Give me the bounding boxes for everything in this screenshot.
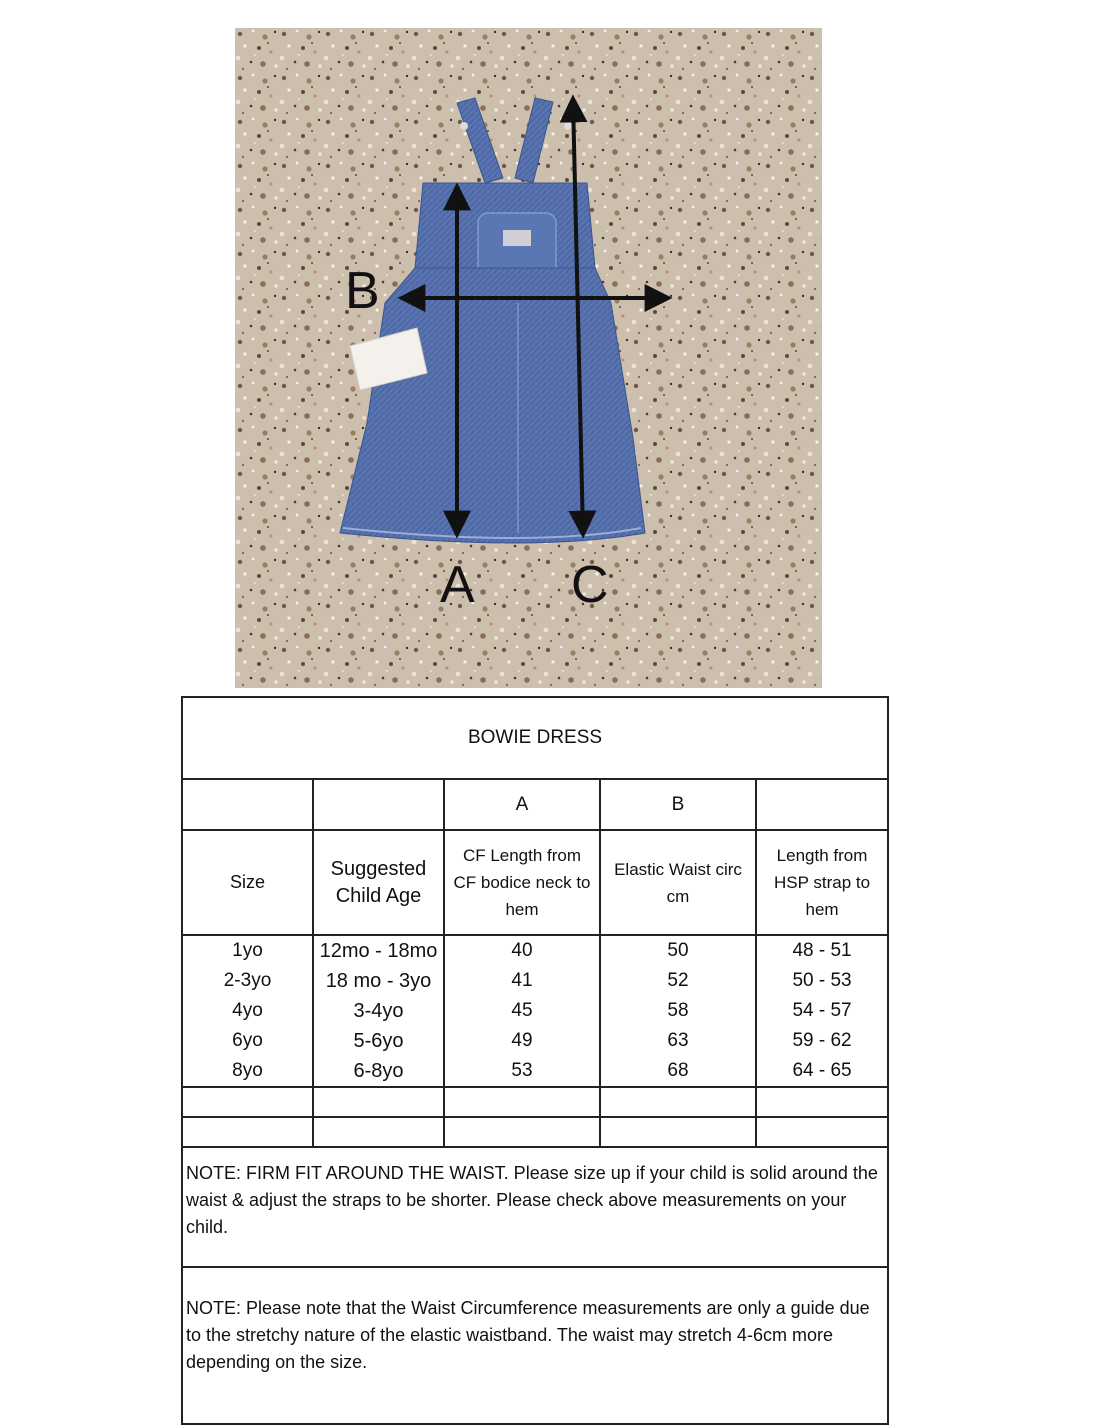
letter-cell — [182, 779, 313, 830]
cell-size: 2-3yo — [182, 966, 313, 996]
letter-cell-b: B — [600, 779, 756, 830]
header-row — [182, 830, 888, 935]
header-hsp-length: Length from HSP strap to hem — [756, 830, 888, 935]
letter-cell — [313, 779, 444, 830]
table-row — [182, 996, 888, 1026]
cell-hsp: 54 - 57 — [756, 996, 888, 1026]
dress-skirt — [340, 268, 645, 543]
table-row — [182, 1056, 888, 1087]
cell-size: 1yo — [182, 935, 313, 966]
cell-age: 12mo - 18mo — [313, 935, 444, 966]
header-elastic-waist: Elastic Waist circ cm — [600, 830, 756, 935]
cell-b: 52 — [600, 966, 756, 996]
cell-a: 49 — [444, 1026, 600, 1056]
strap-button-left — [460, 122, 468, 130]
cell-b: 58 — [600, 996, 756, 1026]
cell-size: 6yo — [182, 1026, 313, 1056]
cell-b: 68 — [600, 1056, 756, 1087]
cell-hsp: 59 - 62 — [756, 1026, 888, 1056]
pocket-label — [503, 230, 531, 246]
table-title: BOWIE DRESS — [182, 697, 888, 779]
header-cf-length: CF Length from CF bodice neck to hem — [444, 830, 600, 935]
cell-a: 53 — [444, 1056, 600, 1087]
cell-a: 40 — [444, 935, 600, 966]
cell-hsp: 50 - 53 — [756, 966, 888, 996]
table-row — [182, 1026, 888, 1056]
letter-cell-a: A — [444, 779, 600, 830]
cell-b: 50 — [600, 935, 756, 966]
strap-button-right — [564, 122, 572, 130]
fit-note: NOTE: FIRM FIT AROUND THE WAIST. Please size up if your child is solid around the waist & adjust the straps to be shorter. Please check above measurements on your child. — [182, 1147, 888, 1267]
label-b: B — [345, 262, 380, 320]
label-a: A — [440, 556, 475, 614]
blank-row — [182, 1117, 888, 1147]
letter-cell — [756, 779, 888, 830]
cell-size: 8yo — [182, 1056, 313, 1087]
cell-a: 45 — [444, 996, 600, 1026]
size-chart — [181, 696, 887, 1394]
cell-age: 6-8yo — [313, 1056, 444, 1087]
cell-b: 63 — [600, 1026, 756, 1056]
cell-age: 5-6yo — [313, 1026, 444, 1056]
dress-measurement-photo — [235, 28, 822, 688]
cell-age: 18 mo - 3yo — [313, 966, 444, 996]
label-c: C — [571, 556, 609, 614]
table-row — [182, 966, 888, 996]
cell-hsp: 64 - 65 — [756, 1056, 888, 1087]
dress-illustration — [235, 28, 822, 688]
table-row — [182, 935, 888, 966]
header-child-age: Suggested Child Age — [313, 830, 444, 935]
cell-hsp: 48 - 51 — [756, 935, 888, 966]
cell-age: 3-4yo — [313, 996, 444, 1026]
blank-row — [182, 1087, 888, 1117]
cell-a: 41 — [444, 966, 600, 996]
measure-letter-row — [182, 779, 888, 830]
header-size: Size — [182, 830, 313, 935]
cell-size: 4yo — [182, 996, 313, 1026]
size-table — [181, 696, 889, 1425]
waist-note: NOTE: Please note that the Waist Circumference measurements are only a guide due to the stretchy nature of the elastic waistband. The waist may stretch 4-6cm more depending on the size. — [182, 1267, 888, 1424]
